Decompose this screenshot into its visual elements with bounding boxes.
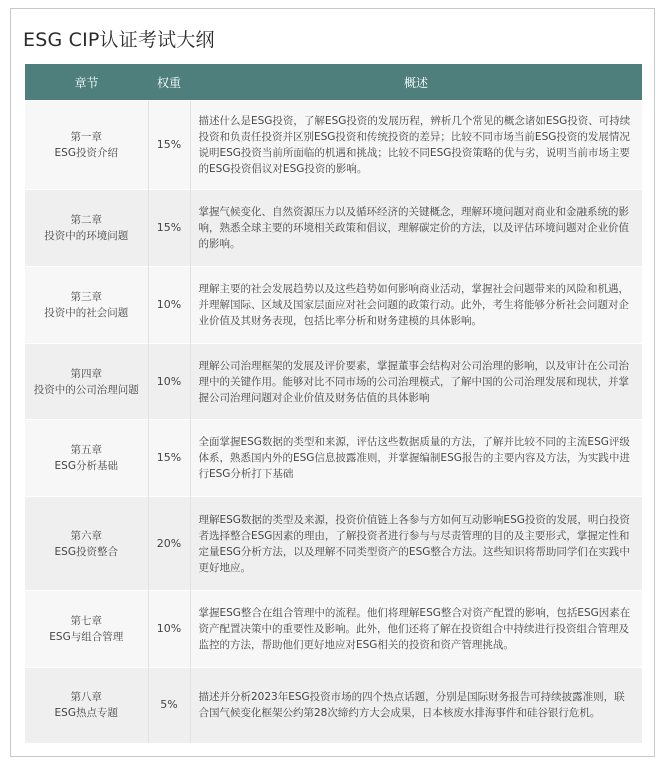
overview-cell: 理解公司治理框架的发展及评价要素，掌握董事会结构对公司治理的影响，以及审计在公司治理中的关键作用。能够对比不同市场的公司治理模式，了解中国的公司治理发展和现状，并掌握公司治理问题对企业价值及财务估值的具体影响	[190, 344, 642, 420]
weight-cell: 20%	[148, 497, 190, 591]
header-overview: 概述	[190, 64, 642, 101]
weight-cell: 15%	[148, 420, 190, 497]
chapter-name: ESG分析基础	[54, 460, 118, 472]
chapter-name: ESG投资介绍	[54, 147, 118, 159]
table-row	[25, 101, 642, 190]
chapter-cell	[25, 497, 148, 591]
chapter-number: 第四章	[70, 367, 102, 380]
overview-cell: 描述什么是ESG投资，了解ESG投资的发展历程，辨析几个常见的概念诸如ESG投资、可持续投资和负责任投资并区别ESG投资和传统投资的差异；比较不同市场当前ESG投资的发展情况说明ESG投资当前所面临的机遇和挑战；比较不同ESG投资策略的优与劣，说明当前市场主要的ESG投资倡议对ESG投资的影响。	[190, 101, 642, 190]
chapter-number: 第七章	[70, 615, 102, 627]
table-row	[25, 591, 642, 668]
outline-table	[25, 64, 642, 743]
overview-cell: 理解ESG数据的类型及来源，投资价值链上各参与方如何互动影响ESG投资的发展，明白投资者选择整合ESG因素的理由，了解投资者进行参与与尽责管理的目的及主要形式，掌握定性和定量ESG分析方法，以及理解不同类型资产的ESG整合方法。这些知识将帮助同学们在实践中更好地应。	[190, 497, 642, 591]
weight-cell: 15%	[148, 190, 190, 267]
chapter-number: 第二章	[70, 214, 102, 226]
chapter-number: 第八章	[70, 691, 102, 704]
chapter-cell	[25, 101, 148, 190]
table-row	[25, 190, 642, 267]
overview-cell: 全面掌握ESG数据的类型和来源，评估这些数据质量的方法，了解并比较不同的主流ESG评级体系，熟悉国内外的ESG信息披露准则，并掌握编制ESG报告的主要内容及方法，为实践中进行ESG分析打下基础	[190, 420, 642, 497]
table-header-row	[25, 64, 642, 101]
chapter-cell	[25, 420, 148, 497]
overview-cell: 掌握气候变化、自然资源压力以及循环经济的关键概念，理解环境问题对商业和金融系统的影响，熟悉全球主要的环境相关政策和倡议，理解碳定价的方法，以及评估环境问题对企业价值的影响。	[190, 190, 642, 267]
header-weight: 权重	[148, 64, 190, 101]
outline-card	[10, 8, 655, 757]
chapter-cell	[25, 668, 148, 743]
weight-cell: 10%	[148, 267, 190, 344]
chapter-number: 第五章	[70, 444, 102, 456]
chapter-cell	[25, 591, 148, 668]
chapter-name: 投资中的环境问题	[44, 230, 129, 242]
weight-cell: 5%	[148, 668, 190, 743]
overview-cell: 理解主要的社会发展趋势以及这些趋势如何影响商业活动，掌握社会问题带来的风险和机遇，并理解国际、区域及国家层面应对社会问题的政策行动。此外，考生将能够分析社会问题对企业价值及其财务表现，包括比率分析和财务建模的具体影响。	[190, 267, 642, 344]
overview-cell: 掌握ESG整合在组合管理中的流程。他们将理解ESG整合对资产配置的影响，包括ESG因素在资产配置决策中的重要性及影响。此外，他们还将了解在投资组合中持续进行投资组合管理及监控的方法，帮助他们更好地应对ESG相关的投资和资产管理挑战。	[190, 591, 642, 668]
table-row	[25, 420, 642, 497]
table-row	[25, 668, 642, 743]
chapter-number: 第三章	[70, 291, 102, 303]
overview-cell: 描述并分析2023年ESG投资市场的四个热点话题，分别是国际财务报告可持续披露准则，联合国气候变化框架公约第28次缔约方大会成果，日本核废水排海事件和硅谷银行危机。	[190, 668, 642, 743]
chapter-number: 第六章	[70, 529, 102, 542]
table-row	[25, 267, 642, 344]
table-row	[25, 497, 642, 591]
weight-cell: 10%	[148, 591, 190, 668]
weight-cell: 15%	[148, 101, 190, 190]
chapter-name: ESG热点专题	[54, 707, 118, 720]
chapter-cell	[25, 267, 148, 344]
table-row	[25, 344, 642, 420]
chapter-name: 投资中的社会问题	[44, 307, 129, 319]
chapter-name: ESG与组合管理	[49, 631, 124, 643]
page-title: ESG CIP认证考试大纲	[23, 29, 215, 51]
chapter-cell	[25, 190, 148, 267]
chapter-number: 第一章	[70, 131, 102, 143]
chapter-cell	[25, 344, 148, 420]
weight-cell: 10%	[148, 344, 190, 420]
chapter-name: 投资中的公司治理问题	[33, 383, 139, 396]
header-chapter: 章节	[25, 64, 148, 101]
chapter-name: ESG投资整合	[54, 545, 118, 558]
